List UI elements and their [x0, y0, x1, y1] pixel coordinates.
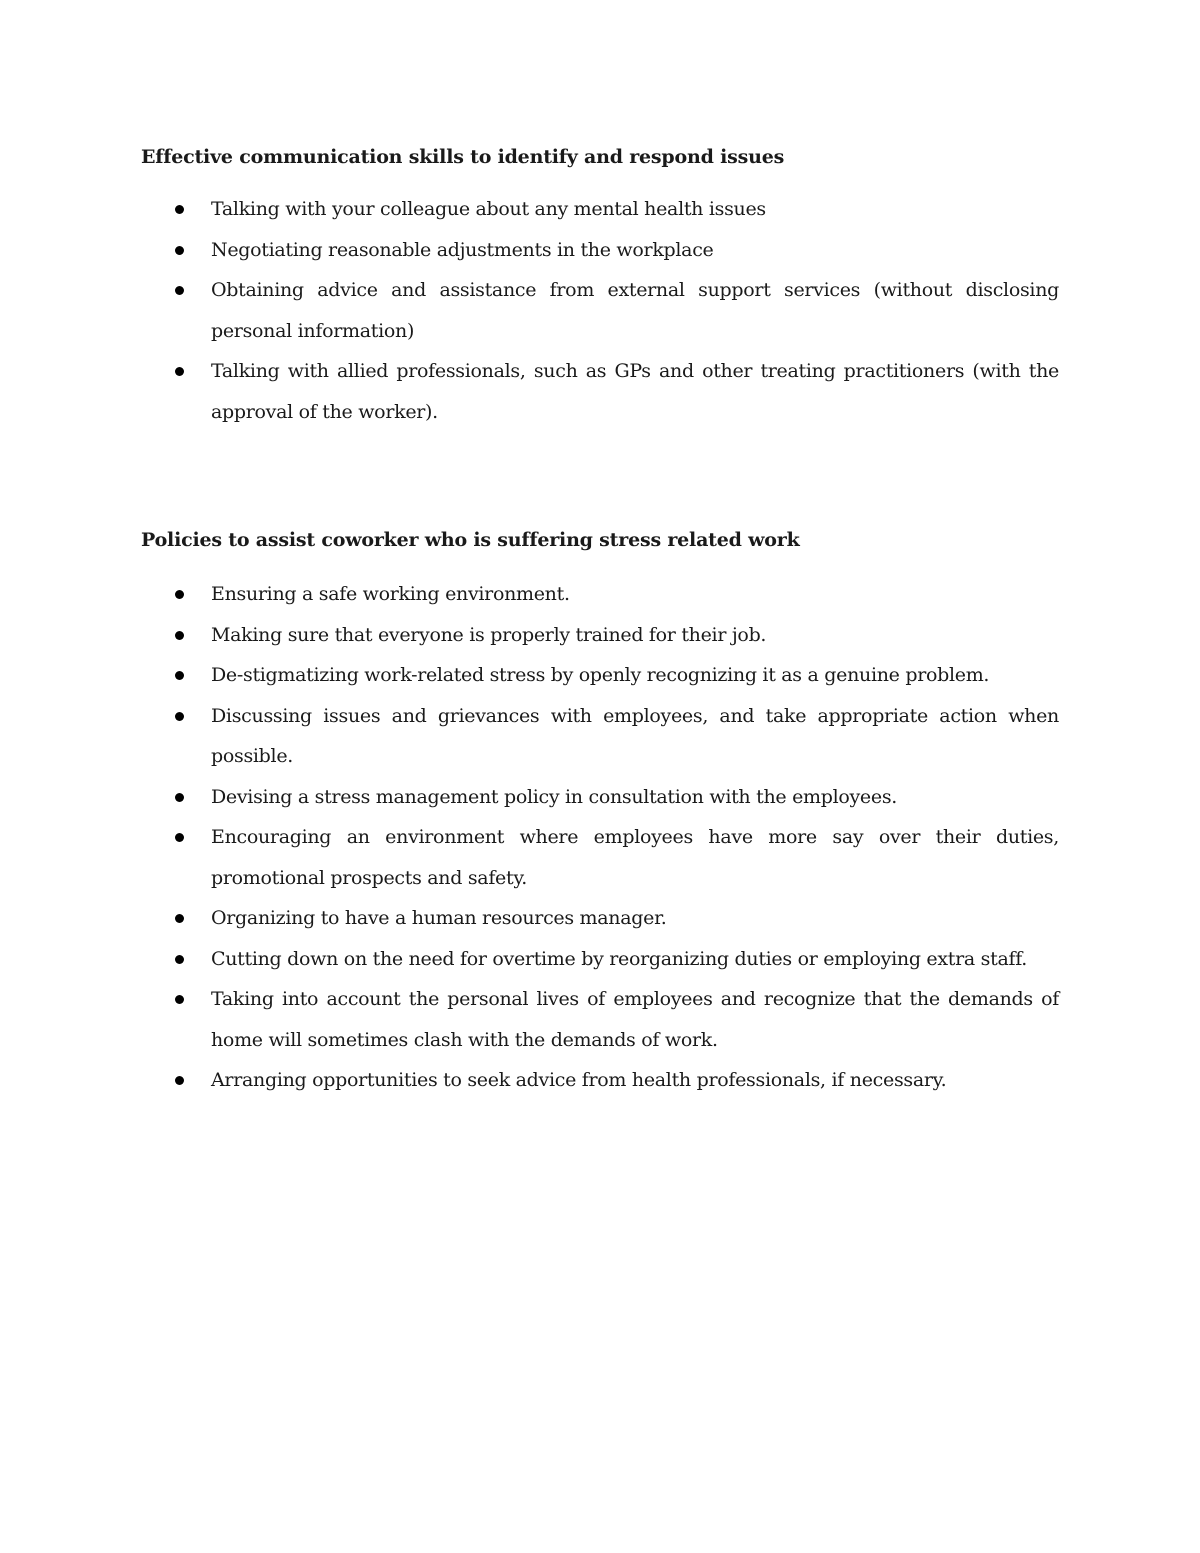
bullet-icon: [175, 712, 184, 721]
bullet-list: [141, 574, 1059, 1101]
list-item-text: De-stigmatizing work-related stress by openly recognizing it as a genuine problem.: [211, 664, 990, 686]
list-item: [141, 230, 1059, 271]
bullet-icon: [175, 1076, 184, 1085]
list-item: [141, 189, 1059, 230]
bullet-icon: [175, 631, 184, 640]
list-item: [141, 1060, 1059, 1101]
list-item-text: Taking into account the personal lives of employees and recognize that the demands of home will sometimes clash with the demands of work.: [211, 988, 1059, 1051]
list-item: [141, 351, 1059, 432]
list-item: [141, 615, 1059, 656]
bullet-list: [141, 189, 1059, 432]
list-item: [141, 817, 1059, 898]
list-item: [141, 574, 1059, 615]
section-heading: Effective communication skills to identify and respond issues: [141, 146, 785, 168]
list-item-text: Negotiating reasonable adjustments in the workplace: [211, 238, 714, 261]
bullet-icon: [175, 590, 184, 599]
bullet-icon: [175, 995, 184, 1004]
bullet-icon: [175, 833, 184, 842]
list-item-text: Talking with your colleague about any mental health issues: [211, 198, 766, 220]
list-item: [141, 979, 1059, 1060]
list-item-text: Cutting down on the need for overtime by reorganizing duties or employing extra staff.: [211, 947, 1027, 970]
bullet-icon: [175, 246, 184, 255]
list-item: [141, 655, 1059, 696]
list-item: [141, 696, 1059, 777]
list-item: [141, 939, 1059, 980]
list-item: [141, 270, 1059, 351]
section-stress-policies: [141, 526, 1059, 1101]
section-heading: Policies to assist coworker who is suffering stress related work: [141, 529, 800, 551]
bullet-icon: [175, 367, 184, 376]
list-item-text: Obtaining advice and assistance from external support services (without disclosing personal information): [211, 279, 1059, 342]
list-item-text: Arranging opportunities to seek advice from health professionals, if necessary.: [211, 1069, 947, 1091]
list-item-text: Organizing to have a human resources manager.: [211, 907, 667, 929]
bullet-icon: [175, 205, 184, 214]
list-item-text: Discussing issues and grievances with employees, and take appropriate action when possible.: [211, 704, 1059, 767]
list-item-text: Devising a stress management policy in consultation with the employees.: [211, 785, 898, 808]
bullet-icon: [175, 286, 184, 295]
list-item-text: Ensuring a safe working environment.: [211, 583, 570, 605]
list-item: [141, 898, 1059, 939]
list-item-text: Talking with allied professionals, such as GPs and other treating practitioners (with the approval of the worker).: [211, 360, 1059, 423]
bullet-icon: [175, 914, 184, 923]
list-item-text: Encouraging an environment where employees have more say over their duties, promotional prospects and safety.: [211, 826, 1059, 889]
list-item-text: Making sure that everyone is properly trained for their job.: [211, 623, 767, 646]
bullet-icon: [175, 955, 184, 964]
list-item: [141, 777, 1059, 818]
section-communication-skills: [141, 143, 1059, 432]
bullet-icon: [175, 671, 184, 680]
bullet-icon: [175, 793, 184, 802]
